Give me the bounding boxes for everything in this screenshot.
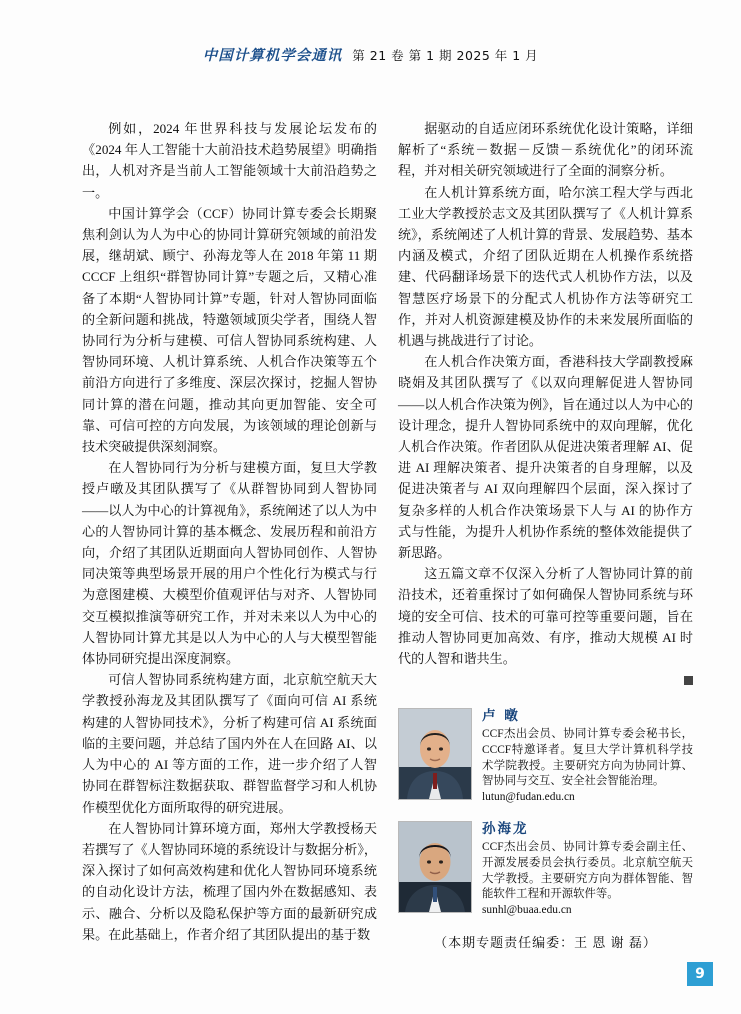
left-column: [82, 118, 377, 945]
paragraph: 据驱动的自适应闭环系统优化设计策略，详细解析了“系统－数据－反馈－系统优化”的闭环流程，并对相关研究领域进行了全面的洞察分析。: [398, 121, 693, 179]
author-bio: [398, 706, 693, 805]
section-end-icon: [684, 676, 693, 685]
author-bio-text: [482, 706, 693, 805]
page-header: [0, 44, 741, 65]
paragraph: 可信人智协同系统构建方面，北京航空航天大学教授孙海龙及其团队撰写了《面向可信 AI 系统构建的人智协同技术》，分析了构建可信 AI 系统面临的主要问题，并总结了国内外在人在回路 AI、以人为中心的 AI 等方面的工作，进一步介绍了人智协同在群智标注数据获取、群智监督学习和人机协作模型优化方面所取得的研究进展。: [82, 672, 377, 815]
page-number: 9: [687, 962, 713, 986]
paragraph: 在人机计算系统方面，哈尔滨工程大学与西北工业大学教授於志文及其团队撰写了《人机计算系统》，系统阐述了人机计算的背景、发展趋势、基本内涵及模式，介绍了团队近期在人机操作系统搭建、代码翻译场景下的迭代式人机协作方法，以及智慧医疗场景下的分配式人机协作方法等研究工作，并对人机资源建模及协作的未来发展所面临的机遇与挑战进行了讨论。: [398, 184, 693, 349]
author-description: CCF杰出会员、协同计算专委会秘书长，CCCF特邀译者。复旦大学计算机科学技术学院教授。主要研究方向为协同计算、智协同与交互、安全社会智能治理。: [482, 728, 693, 788]
issue-info: 第 21 卷 第 1 期 2025 年 1 月: [352, 48, 539, 63]
responsible-editor: （本期专题责任编委：王 恩 谢 磊）: [434, 935, 657, 951]
author-description: CCF杰出会员、协同计算专委会副主任、开源发展委员会执行委员。北京航空航天大学教授。主要研究方向为群体智能、智能软件工程和开源软件等。: [482, 841, 693, 901]
avatar: [398, 708, 472, 800]
paragraph: 这五篇文章不仅深入分析了人智协同计算的前沿技术，还着重探讨了如何确保人智协同系统与环境的安全可信、技术的可靠可控等重要问题，旨在推动人智协同更加高效、有序，推动大规模 AI 时代的人智和谐共生。: [398, 566, 693, 667]
journal-title: 中国计算机学会通讯: [202, 47, 343, 64]
paragraph: 例如，2024 年世界科技与发展论坛发布的《2024 年人工智能十大前沿技术趋势展望》明确指出，人机对齐是当前人工智能领域十大前沿趋势之一。: [82, 121, 377, 200]
paragraph: 在人智协同计算环境方面，郑州大学教授杨天若撰写了《人智协同环境的系统设计与数据分析》，深入探讨了如何高效构建和优化人智协同环境系统的自动化设计方法，梳理了国内外在数据感知、表示、融合、分析以及隐私保护等方面的最新研究成果。在此基础上，作者介绍了其团队提出的基于数: [82, 820, 377, 942]
end-mark-line: [398, 669, 693, 690]
author-name: 孙海龙: [482, 821, 529, 838]
paragraph: 在人智协同行为分析与建模方面，复旦大学教授卢暾及其团队撰写了《从群智协同到人智协同——以人为中心的计算视角》，系统阐述了以人为中心的人智协同计算的基本概念、发展历程和前沿方向，介绍了其团队近期面向人智协同创作、人智协同决策等典型场景开展的用户个性化行为模式与行为意图建模、大模型价值观评估与对齐、人智协同交互模拟推演等研究工作，并对未来以人为中心的人智协同计算尤其是以人为中心的人与大模型智能体协同研究提出深度洞察。: [82, 460, 377, 667]
author-bio-text: [482, 819, 693, 918]
author-bio-list: [398, 706, 693, 918]
paragraph: 在人机合作决策方面，香港科技大学副教授麻晓娟及其团队撰写了《以双向理解促进人智协同——以人机合作决策为例》，旨在通过以人为中心的设计理念，提升人智协同系统中的双向理解，优化人机合作决策。作者团队从促进决策者理解 AI、促进 AI 理解决策者、提升决策者的自身理解，以及促进决策者与 AI 双向理解四个层面，深入探讨了复杂多样的人机合作决策场景下人与 AI 的协作方式与性能，为提升人机协作系统的整体效能提供了新思路。: [398, 354, 693, 561]
author-email[interactable]: sunhl@buaa.edu.cn: [482, 903, 572, 916]
paragraph: 中国计算学会（CCF）协同计算专委会长期聚焦利剑认为人为中心的协同计算研究领域的前沿发展，继胡斌、顾宁、孙海龙等人在 2018 年第 11 期 CCCF 上组织“群智协同计算”专题之后，又精心准备了本期“人智协同计算”专题，针对人智协同面临的全新问题和挑战，特邀领域顶尖学者，围绕人智协同行为分析与建模、可信人智协同系统构建、人智协同环境、人机计算系统、人机合作决策等五个前沿方向进行了多维度、深层次探讨，挖掘人智协同计算的潜在问题，推动其向更加智能、安全可靠、可信可控的方向发展，为该领域的理论创新与技术突破提供深刻洞察。: [82, 205, 377, 455]
author-email[interactable]: lutun@fudan.edu.cn: [482, 790, 575, 803]
avatar: [398, 821, 472, 913]
author-name: 卢 暾: [482, 708, 520, 725]
right-column: [398, 118, 693, 954]
author-bio: [398, 819, 693, 918]
